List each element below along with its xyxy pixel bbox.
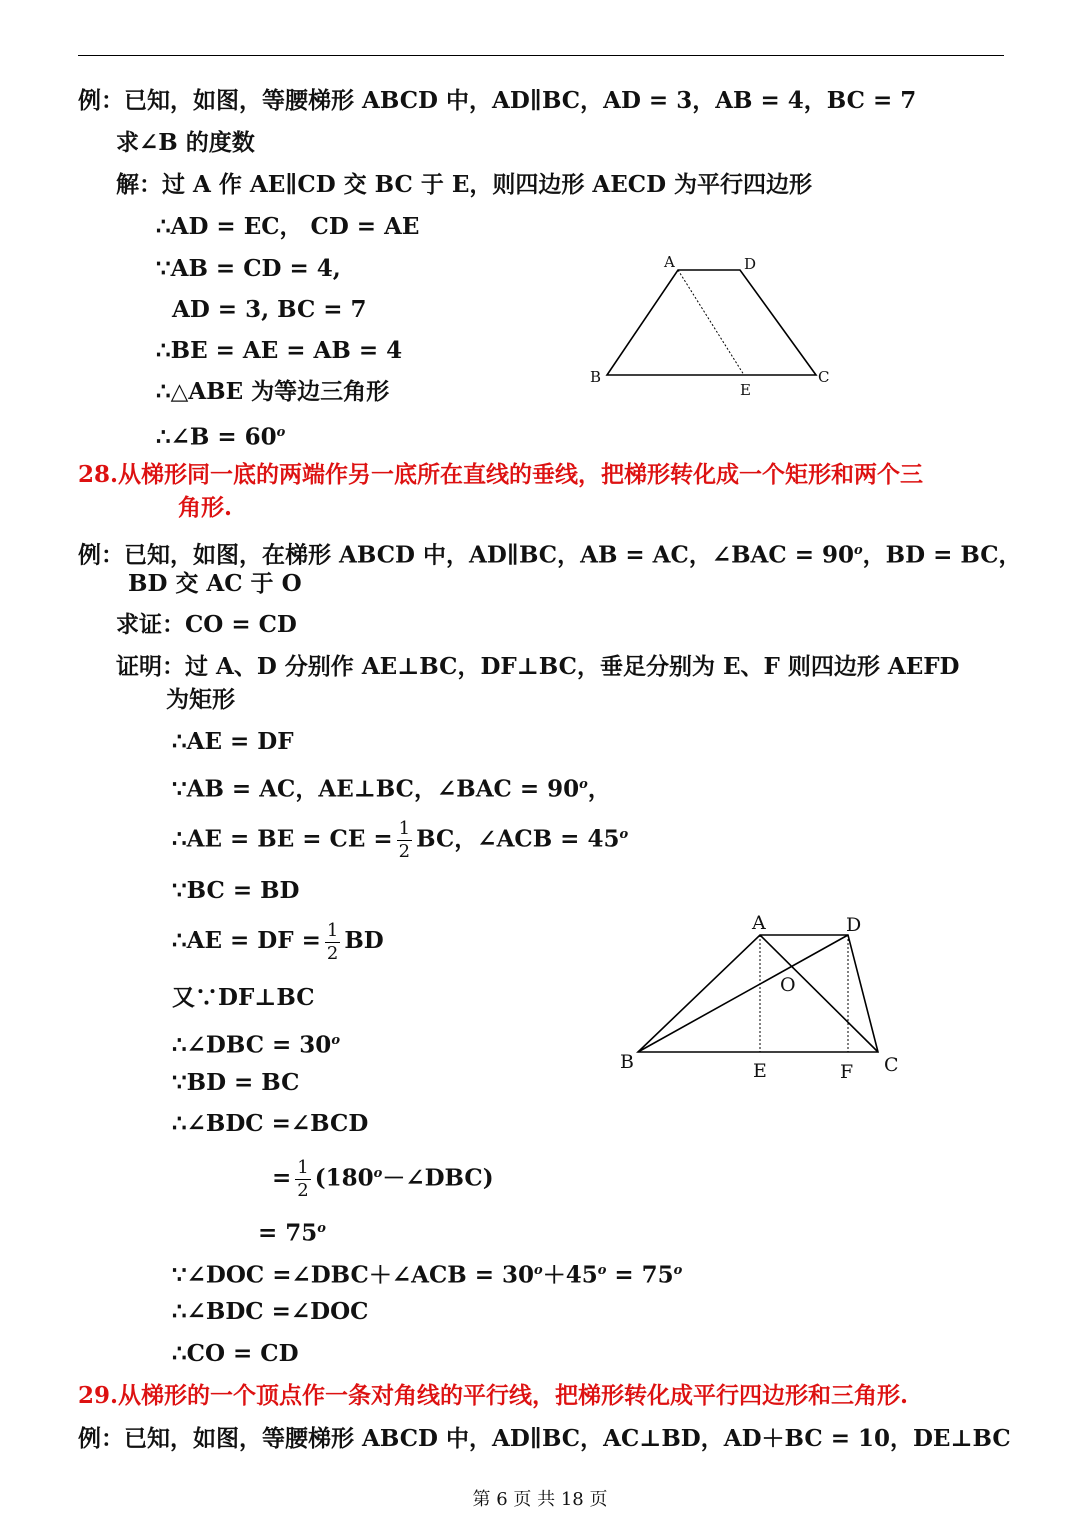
example1-step: ∵AB = CD = 4, [156, 255, 341, 282]
proof-step: ∵AB = AC，AE⊥BC，∠BAC = $90^o$， [172, 775, 611, 803]
proof-step: ∵BD = BC [172, 1069, 300, 1096]
fig2-label-O: O [780, 974, 796, 996]
example1-solution: 解：过 A 作 AE∥CD 交 BC 于 E，则四边形 AECD 为平行四边形 [116, 171, 813, 198]
fig1-label-E: E [740, 381, 751, 399]
example2-proof-cont: 为矩形 [166, 686, 235, 713]
section-28-title: 28.从梯形同一底的两端作另一底所在直线的垂线，把梯形转化成一个矩形和两个三 [78, 461, 924, 488]
proof-step: ∴∠BDC =∠DOC [172, 1298, 369, 1325]
proof-step: ∴AE = DF [172, 728, 294, 755]
example1-step: AD = 3, BC = 7 [172, 296, 367, 323]
example1-step: ∴BE = AE = AB = 4 [156, 337, 403, 364]
proof-step: = $\frac{1}{2}$ $(180^o-\angle DBC)$ [272, 1157, 494, 1202]
proof-step: ∵BC = BD [172, 877, 300, 904]
example1-step: ∴∠B = $60^o$ [156, 423, 286, 451]
fig2-label-C: C [884, 1054, 899, 1076]
example1-question: 求∠B 的度数 [116, 129, 255, 156]
fig1-label-D: D [744, 255, 757, 273]
example1-step: ∴AD = EC， CD = AE [156, 213, 420, 240]
proof-step: 又∵DF⊥BC [172, 984, 315, 1011]
proof-step: ∴AE = DF = $\frac{1}{2}$ BD [172, 919, 384, 964]
fraction-half: $\frac{1}{2}$ [297, 1157, 309, 1202]
trapezoid-figure-1 [580, 250, 840, 400]
trapezoid-figure-2 [610, 905, 910, 1085]
section-29-title: 29.从梯形的一个顶点作一条对角线的平行线，把梯形转化成平行四边形和三角形. [78, 1382, 909, 1409]
fig2-label-F: F [840, 1061, 854, 1083]
fig2-label-B: B [620, 1051, 634, 1073]
fig1-label-C: C [818, 368, 830, 386]
proof-step: = $75^o$ [258, 1219, 326, 1247]
proof-step: ∴∠DBC = $30^o$ [172, 1031, 340, 1059]
example2-prove: 求证：CO = CD [116, 611, 297, 638]
example1-given: 例：已知，如图，等腰梯形 ABCD 中，AD∥BC，AD = 3，AB = 4，BC = 7 [78, 87, 917, 114]
proof-step: ∴CO = CD [172, 1340, 299, 1367]
fig2-label-A: A [752, 912, 766, 934]
proof-step: ∴AE = BE = CE = $\frac{1}{2}$ BC，∠ACB = $45^o$ [172, 818, 629, 863]
fraction-half: $\frac{1}{2}$ [326, 919, 339, 964]
fraction-half: $\frac{1}{2}$ [398, 818, 411, 863]
section-28-title-cont: 角形. [178, 494, 233, 521]
proof-step: ∴∠BDC =∠BCD [172, 1110, 369, 1137]
fig1-label-A: A [664, 253, 675, 271]
fig2-label-E: E [753, 1060, 767, 1082]
proof-step: ∵∠DOC =∠DBC＋∠ACB = $30^o+45^o = 75^o$ [172, 1261, 683, 1289]
example3-given: 例：已知，如图，等腰梯形 ABCD 中，AD∥BC，AC⊥BD，AD＋BC = 10，DE⊥BC [78, 1425, 1011, 1452]
page-footer: 第 6 页 共 18 页 [472, 1489, 608, 1510]
fig1-label-B: B [590, 368, 602, 386]
header-rule [78, 55, 1004, 56]
example2-given: 例：已知，如图，在梯形 ABCD 中，AD∥BC，AB = AC，∠BAC = $90^o$，BD = BC， [78, 541, 1022, 569]
example2-proof: 证明：过 A、D 分别作 AE⊥BC，DF⊥BC，垂足分别为 E、F 则四边形 AEFD [116, 653, 960, 680]
example1-step: ∴△ABE 为等边三角形 [156, 378, 390, 405]
example2-given-cont: BD 交 AC 于 O [128, 570, 302, 597]
fig2-label-D: D [846, 914, 862, 936]
